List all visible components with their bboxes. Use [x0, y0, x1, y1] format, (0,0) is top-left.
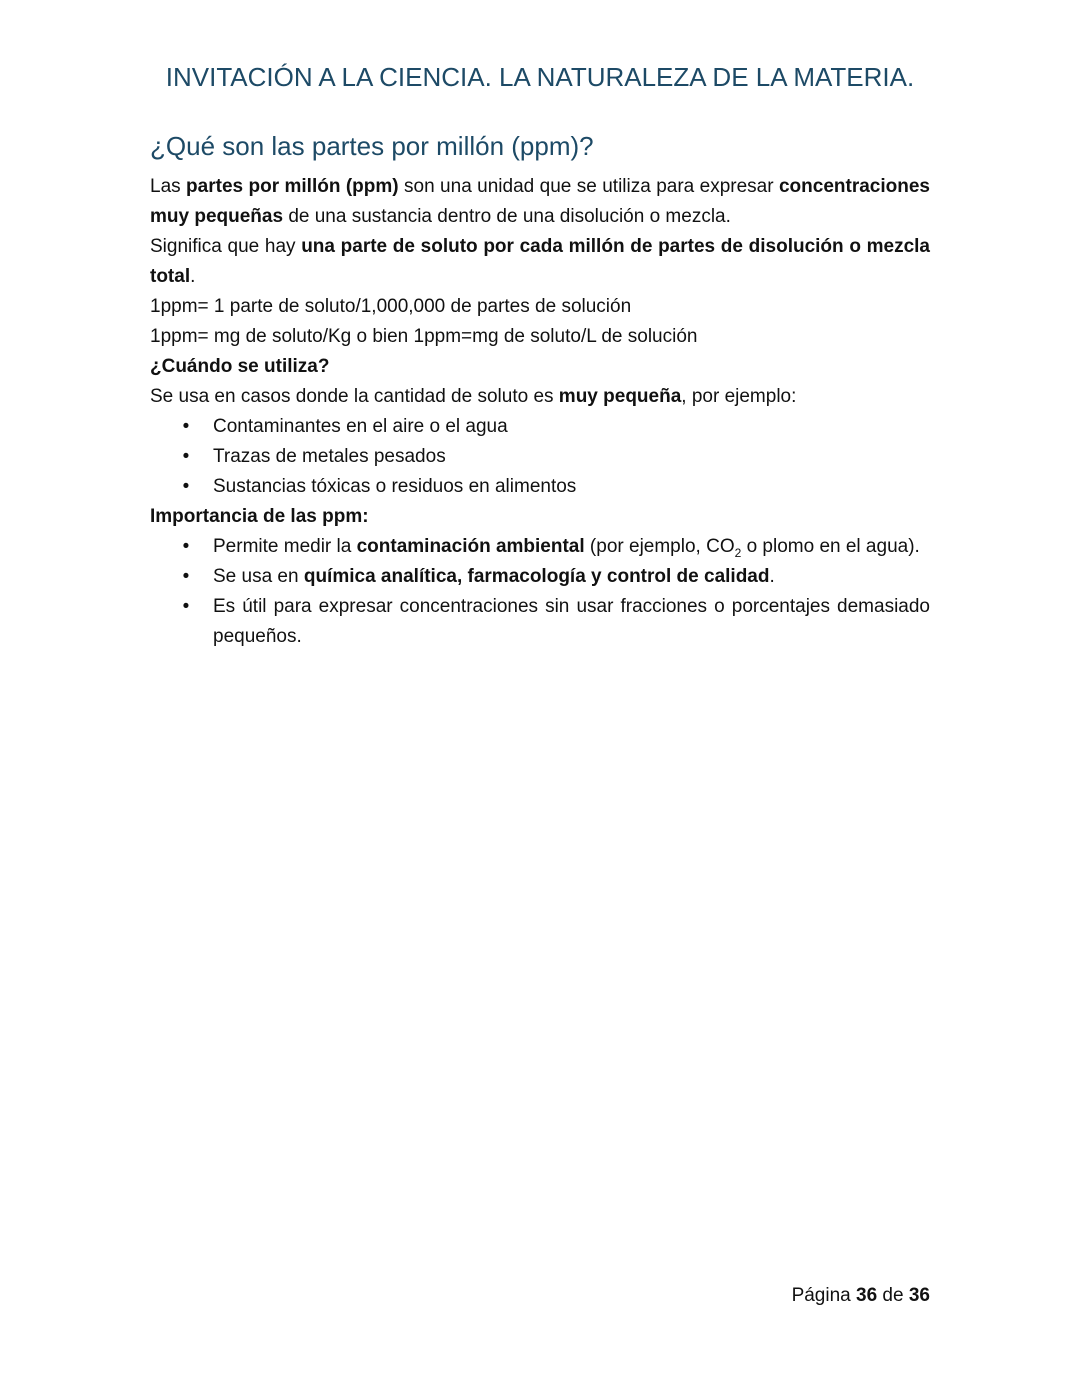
intro-bold-ppm: partes por millón (ppm) [186, 176, 399, 197]
importance-text: o plomo en el agua). [741, 536, 920, 557]
importance-bold: química analítica, farmacología y control de calidad [303, 566, 770, 587]
when-bold: muy pequeña [558, 386, 682, 407]
when-paragraph [150, 382, 930, 412]
formula-line-1: 1ppm= 1 parte de soluto/1,000,000 de partes de solución [150, 296, 632, 317]
bullet-icon: • [182, 536, 190, 557]
page-word: Página [791, 1285, 857, 1306]
section-title: ¿Qué son las partes por millón (ppm)? [150, 131, 594, 161]
list-item [150, 562, 930, 592]
list-item [150, 472, 930, 502]
list-item [150, 442, 930, 472]
bullet-icon: • [182, 596, 190, 617]
importance-text: (por ejemplo, CO [584, 536, 735, 557]
intro-text: Significa que hay [150, 236, 302, 257]
intro-text: de una sustancia dentro de una disolución o mezcla. [283, 206, 731, 227]
list-item-text [213, 562, 930, 592]
list-item-text: Contaminantes en el aire o el agua [213, 416, 508, 437]
list-item-text: Trazas de metales pesados [213, 446, 446, 467]
of-word: de [877, 1285, 909, 1306]
current-page: 36 [856, 1285, 878, 1306]
list-item [150, 532, 930, 562]
bullet-icon: • [182, 566, 190, 587]
list-item-text: Es útil para expresar concentraciones sin usar fracciones o porcentajes demasiado pequeños. [213, 596, 930, 647]
importance-bold: contaminación ambiental [356, 536, 585, 557]
list-item-text [213, 532, 930, 562]
subscript: 2 [734, 545, 742, 560]
formula-line-2: 1ppm= mg de soluto/Kg o bien 1ppm=mg de soluto/L de solución [150, 326, 698, 347]
importance-list [150, 532, 930, 652]
intro-paragraph-1 [150, 172, 930, 232]
document-header-title: INVITACIÓN A LA CIENCIA. LA NATURALEZA DE LA MATERIA. [165, 62, 915, 92]
when-heading: ¿Cuándo se utiliza? [150, 356, 330, 377]
intro-bold-concentrations: concentraciones muy pequeñas [150, 176, 930, 227]
content-area [150, 128, 930, 652]
bullet-icon: • [182, 416, 190, 437]
importance-text: Se usa en [213, 566, 304, 587]
list-item [150, 592, 930, 652]
bullet-icon: • [182, 476, 190, 497]
bullet-icon: • [182, 446, 190, 467]
importance-text: Permite medir la [213, 536, 357, 557]
total-pages: 36 [908, 1285, 930, 1306]
intro-bold-definition: una parte de soluto por cada millón de partes de disolución o mezcla total [150, 236, 930, 287]
when-list [150, 412, 930, 502]
intro-text: son una unidad que se utiliza para expresar [398, 176, 779, 197]
when-text: , por ejemplo: [681, 386, 797, 407]
intro-paragraph-2 [150, 232, 930, 292]
list-item [150, 412, 930, 442]
importance-text: . [769, 566, 775, 587]
when-text: Se usa en casos donde la cantidad de soluto es [150, 386, 559, 407]
page-number [792, 1282, 930, 1310]
importance-heading: Importancia de las ppm: [150, 506, 369, 527]
intro-text: . [190, 266, 196, 287]
intro-text: Las [150, 176, 187, 197]
list-item-text: Sustancias tóxicas o residuos en alimentos [213, 476, 577, 497]
